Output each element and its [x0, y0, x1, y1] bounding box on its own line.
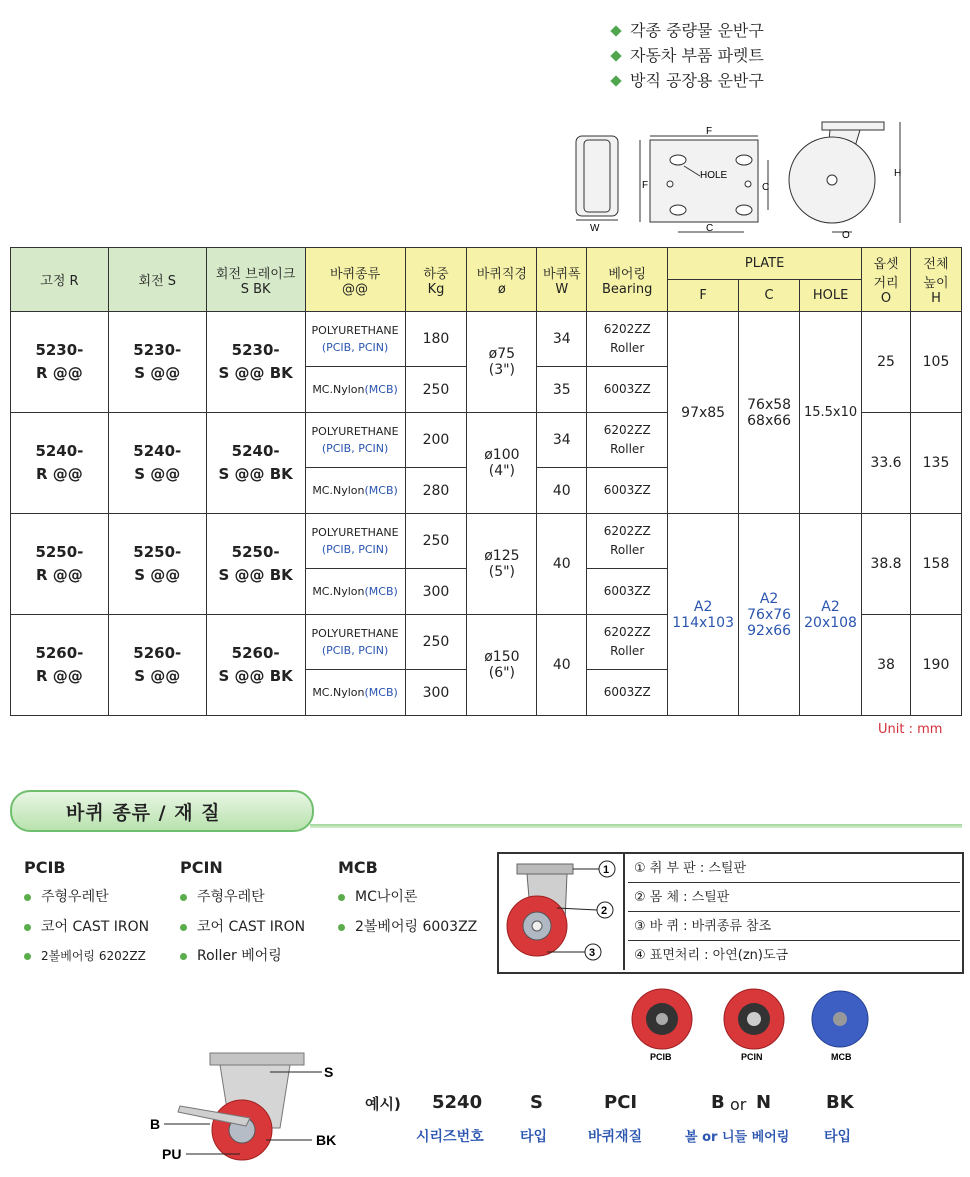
header-bearing-line2: Bearing	[602, 281, 653, 297]
header-bearing	[587, 248, 668, 312]
header-load-line1: 하중	[423, 266, 449, 282]
header-swivel: 회전 S	[108, 248, 206, 312]
model-swivel-line1: 5250-	[133, 543, 182, 561]
header-plate-f: F	[668, 280, 739, 312]
wheel-type-pu-codes: (PCIB, PCIN)	[321, 442, 389, 455]
section-divider	[310, 824, 962, 828]
bearing-nylon: 6003ZZ	[587, 569, 668, 615]
wheel-type-nylon-code: (MCB)	[364, 383, 398, 396]
wheel-type-pu-text: POLYURETHANE	[311, 425, 399, 438]
header-height	[910, 248, 961, 312]
wheel-type-nylon-text: MC.Nylon	[312, 585, 365, 598]
model-swivel-line2: S @@	[134, 566, 181, 584]
model-fixed-line1: 5230-	[35, 341, 84, 359]
model-brake-line1: 5240-	[231, 442, 280, 460]
wheel-type-nylon	[305, 468, 405, 514]
parts-caster-image	[497, 852, 625, 970]
model-swivel-line2: S @@	[134, 465, 181, 483]
plate-hole-large-line2: 20x108	[804, 614, 857, 631]
header-plate-hole: HOLE	[800, 280, 862, 312]
model-brake-line2: S @@ BK	[218, 667, 293, 685]
example-bearing-desc: 볼 or 니들 베어링	[685, 1130, 790, 1145]
load-pu: 200	[405, 413, 467, 468]
material-item	[24, 913, 149, 943]
bullet-dot-icon	[24, 953, 31, 960]
header-offset-line2: 거리	[873, 276, 899, 291]
material-item	[180, 942, 305, 972]
diameter	[467, 312, 537, 413]
model-swivel-line2: S @@	[134, 667, 181, 685]
header-diameter	[467, 248, 537, 312]
model-fixed-line2: R @@	[36, 667, 83, 685]
material-item-text: Roller 베어링	[197, 948, 282, 964]
model-fixed-line2: R @@	[36, 566, 83, 584]
header-offset-line3: O	[880, 291, 892, 306]
caster-parts-illustration	[497, 852, 623, 970]
width-nylon: 40	[537, 468, 587, 514]
model-fixed-line1: 5240-	[35, 442, 84, 460]
dim-f-top-label: F	[706, 126, 713, 137]
application-text: 방직 공장용 운반구	[630, 71, 764, 90]
part-marker-3: 3	[589, 947, 596, 959]
model-brake-line2: S @@ BK	[218, 364, 293, 382]
bearing-nylon: 6003ZZ	[587, 670, 668, 716]
load-pu: 180	[405, 312, 467, 367]
part-marker-1: 1	[603, 864, 610, 876]
part-row: ① 취 부 판 : 스틸판	[628, 854, 960, 883]
example-bearing-n: N	[756, 1092, 772, 1113]
section-title: 바퀴 종류 / 재 질	[66, 802, 221, 824]
diameter-value: ø150	[484, 649, 520, 665]
load-pu: 250	[405, 514, 467, 569]
bearing-pu-line2: Roller	[610, 341, 645, 355]
example-type-desc: 타입	[520, 1129, 548, 1145]
application-text: 각종 중량물 운반구	[630, 21, 764, 40]
dim-c-right-label: C	[762, 182, 770, 193]
bearing-pu-line2: Roller	[610, 543, 645, 557]
wheel-pcin-image	[724, 989, 784, 1062]
header-load	[405, 248, 467, 312]
bearing-pu-line1: 6202ZZ	[603, 423, 651, 437]
caster-label-b: B	[150, 1116, 161, 1132]
wheel-pcib-image	[632, 989, 692, 1062]
diameter-inch: (4")	[488, 463, 516, 479]
material-item-text: 주형우레탄	[197, 889, 265, 905]
diameter-inch: (3")	[488, 362, 516, 378]
part-row: ③ 바 퀴 : 바퀴종류 참조	[628, 912, 960, 941]
header-width	[537, 248, 587, 312]
header-width-line1: 바퀴폭	[542, 266, 581, 282]
plate-hole-large-line1: A2	[821, 598, 840, 615]
model-fixed	[11, 514, 109, 615]
bearing-pu	[587, 312, 668, 367]
wheel-type-pu-codes: (PCIB, PCIN)	[321, 341, 389, 354]
model-brake	[206, 615, 305, 716]
wheel-type-nylon-code: (MCB)	[364, 484, 398, 497]
diameter	[467, 413, 537, 514]
material-title: MCB	[338, 858, 378, 877]
material-item	[338, 883, 477, 913]
header-offset	[862, 248, 911, 312]
material-title: PCIB	[24, 858, 66, 877]
height: 158	[910, 514, 961, 615]
wheel-type-pu	[305, 514, 405, 569]
material-item-text: 코어 CAST IRON	[41, 918, 150, 935]
model-brake	[206, 514, 305, 615]
model-fixed-line2: R @@	[36, 364, 83, 382]
wheel-type-pu	[305, 413, 405, 468]
bearing-pu-line1: 6202ZZ	[603, 322, 651, 336]
width-pu: 34	[537, 312, 587, 367]
bearing-pu-line1: 6202ZZ	[603, 524, 651, 538]
wheel-type-pu-codes: (PCIB, PCIN)	[321, 644, 389, 657]
wheel-type-nylon	[305, 569, 405, 615]
plate-c-large-line1: A2	[759, 590, 779, 607]
wheel-label-mcb: MCB	[831, 1052, 852, 1062]
diamond-bullet-icon	[610, 75, 621, 86]
material-mcb	[338, 857, 477, 942]
application-item	[612, 68, 764, 93]
plate-f-large-line1: A2	[693, 598, 713, 615]
plate-f-small: 97x85	[668, 312, 739, 514]
wheel-mcb-image	[812, 991, 868, 1062]
model-swivel-line1: 5240-	[133, 442, 182, 460]
model-swivel-line1: 5230-	[133, 341, 182, 359]
wheel-samples	[628, 985, 878, 1065]
bearing-pu	[587, 413, 668, 468]
bullet-dot-icon	[180, 894, 187, 901]
model-swivel	[108, 312, 206, 413]
model-brake	[206, 312, 305, 413]
model-brake-line1: 5250-	[231, 543, 280, 561]
caster-label-s: S	[324, 1064, 334, 1080]
header-width-line2: W	[555, 281, 569, 297]
load-nylon: 250	[405, 367, 467, 413]
model-brake-line1: 5230-	[231, 341, 280, 359]
material-item-text: 주형우레탄	[41, 889, 109, 905]
header-brake-line1: 회전 브레이크	[215, 266, 296, 282]
wheel-type-pu-text: POLYURETHANE	[311, 627, 399, 640]
dim-f-side-label: F	[642, 180, 649, 191]
offset: 38	[862, 615, 911, 716]
caster-spec-table	[10, 247, 962, 716]
diameter	[467, 615, 537, 716]
caster-label-pu: PU	[162, 1146, 182, 1162]
diameter-value: ø125	[484, 548, 520, 564]
model-swivel	[108, 615, 206, 716]
model-swivel	[108, 514, 206, 615]
plate-c-small	[739, 312, 800, 514]
model-brake-line2: S @@ BK	[218, 465, 293, 483]
offset: 38.8	[862, 514, 911, 615]
model-fixed-line1: 5260-	[35, 644, 84, 662]
bullet-dot-icon	[24, 894, 31, 901]
header-wheel-type	[305, 248, 405, 312]
example-prefix: 예시)	[365, 1095, 401, 1113]
model-brake	[206, 413, 305, 514]
application-item	[612, 18, 764, 43]
header-height-line3: H	[931, 291, 941, 306]
diameter-inch: (5")	[488, 564, 516, 580]
bearing-nylon: 6003ZZ	[587, 367, 668, 413]
wheel-type-nylon-code: (MCB)	[364, 585, 398, 598]
material-item-text: MC나이론	[355, 889, 418, 905]
header-plate: PLATE	[668, 248, 862, 280]
load-nylon: 280	[405, 468, 467, 514]
model-fixed-line2: R @@	[36, 465, 83, 483]
wheel-type-nylon-text: MC.Nylon	[312, 484, 365, 497]
header-plate-c: C	[739, 280, 800, 312]
example-series: 5240	[432, 1092, 483, 1113]
model-swivel-line1: 5260-	[133, 644, 182, 662]
material-item-text: 2볼베어링 6202ZZ	[41, 949, 146, 963]
bearing-pu-line2: Roller	[610, 442, 645, 456]
header-height-line2: 높이	[923, 276, 949, 291]
wheel-label-pcib: PCIB	[650, 1052, 672, 1062]
material-item	[24, 883, 149, 913]
width-pu: 34	[537, 413, 587, 468]
part-marker-2: 2	[601, 905, 608, 917]
bearing-pu-line2: Roller	[610, 644, 645, 658]
material-item	[338, 913, 477, 943]
bearing-pu-line1: 6202ZZ	[603, 625, 651, 639]
dim-o-label: O	[842, 230, 850, 240]
brake-caster-illustration	[150, 1048, 350, 1168]
height: 190	[910, 615, 961, 716]
wheel-front-view	[576, 136, 618, 234]
offset: 33.6	[862, 413, 911, 514]
wheel-type-nylon	[305, 670, 405, 716]
bullet-dot-icon	[338, 924, 345, 931]
plate-f-large	[668, 514, 739, 716]
plate-c-small-line1: 76x58	[747, 396, 792, 413]
wheel-type-pu	[305, 615, 405, 670]
offset: 25	[862, 312, 911, 413]
material-item	[24, 942, 149, 972]
wheel-label-pcin: PCIN	[741, 1052, 763, 1062]
header-brake-line2: S BK	[240, 281, 271, 297]
width: 40	[537, 514, 587, 615]
wheel-type-pu	[305, 312, 405, 367]
diamond-bullet-icon	[610, 50, 621, 61]
example-type: S	[530, 1092, 543, 1113]
header-height-line1: 전체	[923, 257, 949, 272]
material-pcib	[24, 857, 149, 972]
bearing-pu	[587, 615, 668, 670]
plate-c-large	[739, 514, 800, 716]
wheel-type-nylon-text: MC.Nylon	[312, 686, 365, 699]
diamond-bullet-icon	[610, 25, 621, 36]
diameter	[467, 514, 537, 615]
part-row: ② 몸 체 : 스틸판	[628, 883, 960, 912]
load-pu: 250	[405, 615, 467, 670]
caster-side-view	[789, 122, 901, 240]
model-brake-line1: 5260-	[231, 644, 280, 662]
example-brake: BK	[826, 1092, 854, 1113]
plate-c-large-line3: 92x66	[747, 622, 792, 639]
material-title: PCIN	[180, 858, 223, 877]
caster-label-bk: BK	[316, 1132, 337, 1148]
dim-c-bottom-label: C	[706, 223, 714, 234]
example-material-desc: 바퀴재질	[588, 1129, 643, 1145]
width: 40	[537, 615, 587, 716]
model-fixed	[11, 615, 109, 716]
wheel-type-nylon	[305, 367, 405, 413]
example-brake-desc: 타입	[824, 1129, 852, 1145]
header-offset-line1: 옵셋	[873, 257, 899, 272]
header-wheel-type-line1: 바퀴종류	[329, 266, 381, 282]
bearing-pu	[587, 514, 668, 569]
diameter-value: ø75	[488, 346, 516, 362]
load-nylon: 300	[405, 569, 467, 615]
application-item	[612, 43, 764, 68]
wheel-type-nylon-code: (MCB)	[364, 686, 398, 699]
model-swivel-line2: S @@	[134, 364, 181, 382]
material-item-text: 2볼베어링 6003ZZ	[355, 918, 478, 935]
wheel-type-nylon-text: MC.Nylon	[312, 383, 365, 396]
model-fixed-line1: 5250-	[35, 543, 84, 561]
example-bearing-b: B	[711, 1092, 725, 1113]
model-brake-line2: S @@ BK	[218, 566, 293, 584]
model-swivel	[108, 413, 206, 514]
wheel-type-pu-text: POLYURETHANE	[311, 526, 399, 539]
material-item-text: 코어 CAST IRON	[197, 918, 306, 935]
plate-f-large-line2: 114x103	[672, 614, 734, 631]
header-brake	[206, 248, 305, 312]
plate-hole-large	[800, 514, 862, 716]
bullet-dot-icon	[180, 924, 187, 931]
application-text: 자동차 부품 파렛트	[630, 46, 764, 65]
diameter-value: ø100	[484, 447, 520, 463]
plate-hole-small: 15.5x10	[800, 312, 862, 514]
header-load-line2: Kg	[427, 281, 445, 297]
unit-note: Unit : mm	[878, 722, 943, 737]
example-or: or	[730, 1095, 747, 1114]
header-wheel-type-line2: @@	[342, 281, 369, 297]
dim-w-label: W	[590, 223, 600, 234]
wheel-type-pu-text: POLYURETHANE	[311, 324, 399, 337]
plate-top-view	[640, 126, 769, 234]
plate-c-large-line2: 76x76	[747, 606, 792, 623]
width-nylon: 35	[537, 367, 587, 413]
model-fixed	[11, 312, 109, 413]
bullet-dot-icon	[338, 894, 345, 901]
load-nylon: 300	[405, 670, 467, 716]
diameter-inch: (6")	[488, 665, 516, 681]
part-row: ④ 표면처리 : 아연(zn)도금	[634, 948, 789, 963]
bullet-dot-icon	[180, 953, 187, 960]
material-pcin	[180, 857, 305, 972]
dim-hole-label: HOLE	[700, 170, 728, 181]
height: 105	[910, 312, 961, 413]
height: 135	[910, 413, 961, 514]
plate-c-small-line2: 68x66	[747, 412, 792, 429]
material-item	[180, 883, 305, 913]
header-diameter-line1: 바퀴직경	[476, 266, 527, 282]
header-bearing-line1: 베어링	[608, 266, 647, 282]
header-diameter-line2: ø	[497, 281, 506, 297]
caster-dimension-drawing	[560, 110, 970, 240]
example-material: PCI	[604, 1092, 638, 1113]
model-fixed	[11, 413, 109, 514]
bullet-dot-icon	[24, 924, 31, 931]
application-list	[612, 18, 764, 93]
header-fixed: 고정 R	[11, 248, 109, 312]
material-item	[180, 913, 305, 943]
bearing-nylon: 6003ZZ	[587, 468, 668, 514]
dim-h-label: H	[894, 168, 902, 179]
example-series-desc: 시리즈번호	[416, 1129, 484, 1145]
wheel-type-pu-codes: (PCIB, PCIN)	[321, 543, 389, 556]
